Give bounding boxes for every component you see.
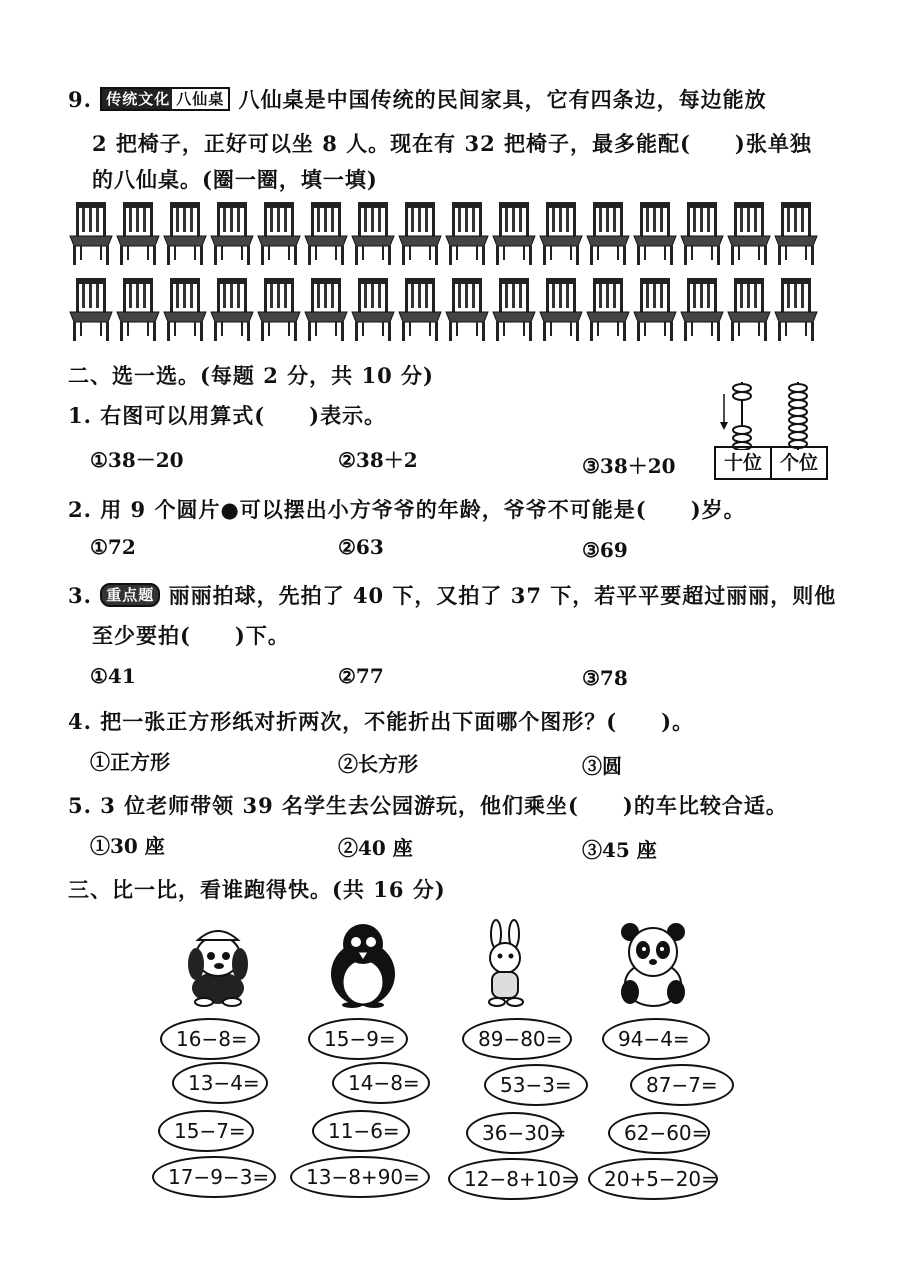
dog-icon: [172, 918, 262, 1008]
q3-line1: [68, 580, 836, 610]
place-value-table: [714, 446, 828, 480]
chair-icon[interactable]: [397, 200, 443, 266]
chair-icon[interactable]: [303, 200, 349, 266]
chair-icon[interactable]: [726, 200, 772, 266]
equation-bubble[interactable]: 12−8+10=: [448, 1158, 578, 1200]
table-tag: 八仙桌: [172, 87, 230, 111]
q1-option-2[interactable]: ②38＋2: [338, 448, 418, 472]
chair-icon[interactable]: [679, 276, 725, 342]
chair-icon[interactable]: [444, 200, 490, 266]
q5-option-3[interactable]: ③45 座: [582, 838, 657, 862]
section2-heading: 二、选一选。(每题 2 分，共 10 分): [68, 363, 434, 388]
penguin-icon: [318, 918, 408, 1008]
equation-bubble[interactable]: 11−6=: [312, 1110, 410, 1152]
chair-icon[interactable]: [397, 276, 443, 342]
chair-icon[interactable]: [68, 276, 114, 342]
chair-icon[interactable]: [726, 276, 772, 342]
chair-icon[interactable]: [773, 276, 819, 342]
q5-option-2[interactable]: ②40 座: [338, 836, 413, 860]
equation-bubble[interactable]: 15−7=: [158, 1110, 254, 1152]
equation-bubble[interactable]: 89−80=: [462, 1018, 572, 1060]
chair-icon[interactable]: [115, 200, 161, 266]
equation-bubble[interactable]: 17−9−3=: [152, 1156, 276, 1198]
q1-option-1[interactable]: ①38－20: [90, 448, 184, 472]
chair-icon[interactable]: [68, 200, 114, 266]
chair-icon[interactable]: [209, 200, 255, 266]
chair-icon[interactable]: [632, 200, 678, 266]
q2-option-2[interactable]: ②63: [338, 535, 384, 559]
chair-icon[interactable]: [162, 276, 208, 342]
rabbit-icon: [460, 918, 550, 1008]
equation-bubble[interactable]: 36−30=: [466, 1112, 562, 1154]
tens-label: 十位: [723, 452, 762, 474]
q5-option-1[interactable]: ①30 座: [90, 834, 165, 858]
q9-text1: 八仙桌是中国传统的民间家具，它有四条边，每边能放: [238, 87, 767, 112]
chair-icon[interactable]: [679, 200, 725, 266]
q3-option-1[interactable]: ①41: [90, 664, 136, 688]
chair-icon[interactable]: [585, 276, 631, 342]
q4-option-3[interactable]: ③圆: [582, 754, 622, 778]
chair-icon[interactable]: [350, 276, 396, 342]
chair-icon[interactable]: [444, 276, 490, 342]
chair-row-2: [68, 276, 828, 342]
q2-option-1[interactable]: ①72: [90, 535, 136, 559]
abacus-figure: [714, 378, 826, 480]
equation-bubble[interactable]: 15−9=: [308, 1018, 408, 1060]
chair-icon[interactable]: [256, 276, 302, 342]
section3-heading: 三、比一比，看谁跑得快。(共 16 分): [68, 877, 446, 902]
q3-option-2[interactable]: ②77: [338, 664, 384, 688]
chair-icon[interactable]: [350, 200, 396, 266]
equation-bubble[interactable]: 16−8=: [160, 1018, 260, 1060]
equation-bubble[interactable]: 87−7=: [630, 1064, 734, 1106]
equation-bubble[interactable]: 94−4=: [602, 1018, 710, 1060]
q9-number: 9.: [68, 87, 92, 112]
q5-text: 5. 3 位老师带领 39 名学生去公园游玩，他们乘坐( )的车比较合适。: [68, 793, 788, 818]
abacus-icon: [714, 378, 826, 450]
q1-option-3[interactable]: ③38＋20: [582, 454, 676, 478]
equation-bubble[interactable]: 13−4=: [172, 1062, 268, 1104]
chair-icon[interactable]: [585, 200, 631, 266]
chair-row-1: [68, 200, 828, 266]
equation-bubble[interactable]: 62−60=: [608, 1112, 710, 1154]
q9-line3: 的八仙桌。(圈一圈，填一填): [92, 167, 378, 192]
q3-number: 3.: [68, 583, 92, 608]
chair-icon[interactable]: [256, 200, 302, 266]
chair-icon[interactable]: [773, 200, 819, 266]
q9-line2: 2 把椅子，正好可以坐 8 人。现在有 32 把椅子，最多能配( )张单独: [92, 131, 812, 156]
q1-text: 1. 右图可以用算式( )表示。: [68, 403, 387, 428]
chair-icon[interactable]: [491, 276, 537, 342]
equation-bubble[interactable]: 14−8=: [332, 1062, 430, 1104]
key-question-tag: 重点题: [100, 583, 160, 607]
chair-icon[interactable]: [632, 276, 678, 342]
chair-icon[interactable]: [303, 276, 349, 342]
equation-bubble[interactable]: 20+5−20=: [588, 1158, 718, 1200]
panda-icon: [608, 918, 698, 1008]
q4-option-2[interactable]: ②长方形: [338, 752, 418, 776]
chair-icon[interactable]: [162, 200, 208, 266]
q4-text: 4. 把一张正方形纸对折两次，不能折出下面哪个图形？( )。: [68, 709, 695, 734]
chair-icon[interactable]: [538, 200, 584, 266]
chair-icon[interactable]: [491, 200, 537, 266]
chair-icon[interactable]: [538, 276, 584, 342]
q9-line1: [68, 84, 767, 114]
equation-bubble[interactable]: 13−8+90=: [290, 1156, 430, 1198]
q4-option-1[interactable]: ①正方形: [90, 750, 170, 774]
q3-option-3[interactable]: ③78: [582, 666, 628, 690]
q2-option-3[interactable]: ③69: [582, 538, 628, 562]
chair-icon[interactable]: [115, 276, 161, 342]
equation-bubble[interactable]: 53−3=: [484, 1064, 588, 1106]
ones-label: 个位: [770, 448, 826, 478]
chair-icon[interactable]: [209, 276, 255, 342]
culture-tag: 传统文化: [100, 87, 176, 111]
q2-text: 2. 用 9 个圆片●可以摆出小方爷爷的年龄，爷爷不可能是( )岁。: [68, 497, 746, 522]
q3-text: 丽丽拍球，先拍了 40 下，又拍了 37 下，若平平要超过丽丽，则他: [168, 583, 837, 608]
q3-line2: 至少要拍( )下。: [92, 623, 290, 648]
